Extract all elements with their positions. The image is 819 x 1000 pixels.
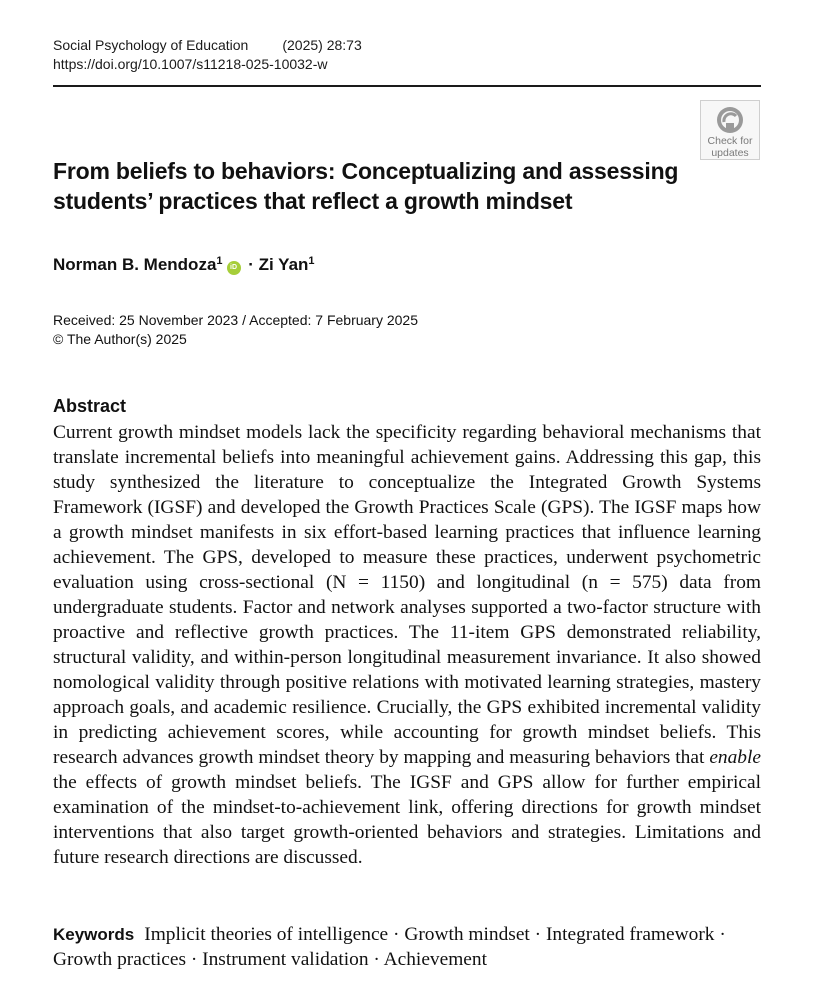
copyright-notice: © The Author(s) 2025 xyxy=(53,331,187,347)
keywords-label: Keywords xyxy=(53,925,135,944)
keywords-section xyxy=(53,922,761,972)
orcid-icon[interactable]: iD xyxy=(227,261,241,275)
author-name: Norman B. Mendoza xyxy=(53,255,217,274)
check-for-updates-icon xyxy=(715,105,745,135)
received-accepted-dates: Received: 25 November 2023 / Accepted: 7 February 2025 xyxy=(53,312,418,328)
abstract-text-part1: Current growth mindset models lack the specificity regarding behavioral mechanisms that translate incremental beliefs into meaningful achievement gains. Addressing this gap, this study synthesized the literature to conceptualize the Integrated Growth Systems Framework (IGSF) and developed the Growth Practices Scale (GPS). The IGSF maps how a growth mindset manifests in six effort-based learning practices that influence learning achievement. The GPS, developed to measure these practices, underwent psychometric evaluation using cross-sectional (N = 1150) and longitudinal (n = 575) data from undergraduate students. Factor and network analyses supported a two-factor structure with proactive and reflective growth practices. The 11-item GPS demonstrated reliability, structural validity, and within-person longitudinal measurement invariance. It also showed nomological validity through positive relations with motivated learning strategies, mastery approach goals, and academic resilience. Crucially, the GPS exhibited incremental validity in predicting achievement scores, while accounting for growth mindset beliefs. This research advances growth mindset theory by mapping and measuring behaviors that xyxy=(53,422,761,768)
abstract-text xyxy=(53,420,761,870)
affiliation-marker: 1 xyxy=(216,255,223,267)
abstract-text-part2: the effects of growth mindset beliefs. The IGSF and GPS allow for further empirical examination of the mindset-to-achievement link, offering directions for growth mindset interventions that also target growth-oriented behaviors and strategies. Limitations and future research directions are discussed. xyxy=(53,772,761,868)
journal-name: Social Psychology of Education xyxy=(53,37,249,53)
journal-citation xyxy=(53,36,362,55)
author-list xyxy=(53,254,315,276)
author-name: Zi Yan xyxy=(258,255,309,274)
doi-link[interactable]: https://doi.org/10.1007/s11218-025-10032-w xyxy=(53,56,328,72)
header-divider xyxy=(53,85,761,87)
paper-title: From beliefs to behaviors: Conceptualizing and assessing students’ practices that reflect a growth mindset xyxy=(53,158,679,214)
journal-volume: (2025) 28:73 xyxy=(282,37,362,53)
check-for-updates-badge[interactable] xyxy=(700,100,760,160)
check-for-updates-line1: Check for xyxy=(707,135,753,147)
abstract-italic-word: enable xyxy=(709,747,761,768)
affiliation-marker: 1 xyxy=(308,255,315,267)
keywords-list: Implicit theories of intelligence · Growth mindset · Integrated framework · Growth practices · Instrument validation · Achievement xyxy=(53,924,726,970)
abstract-heading: Abstract xyxy=(53,396,127,416)
author-separator: · xyxy=(243,255,259,274)
check-for-updates-line2: updates xyxy=(711,147,749,159)
